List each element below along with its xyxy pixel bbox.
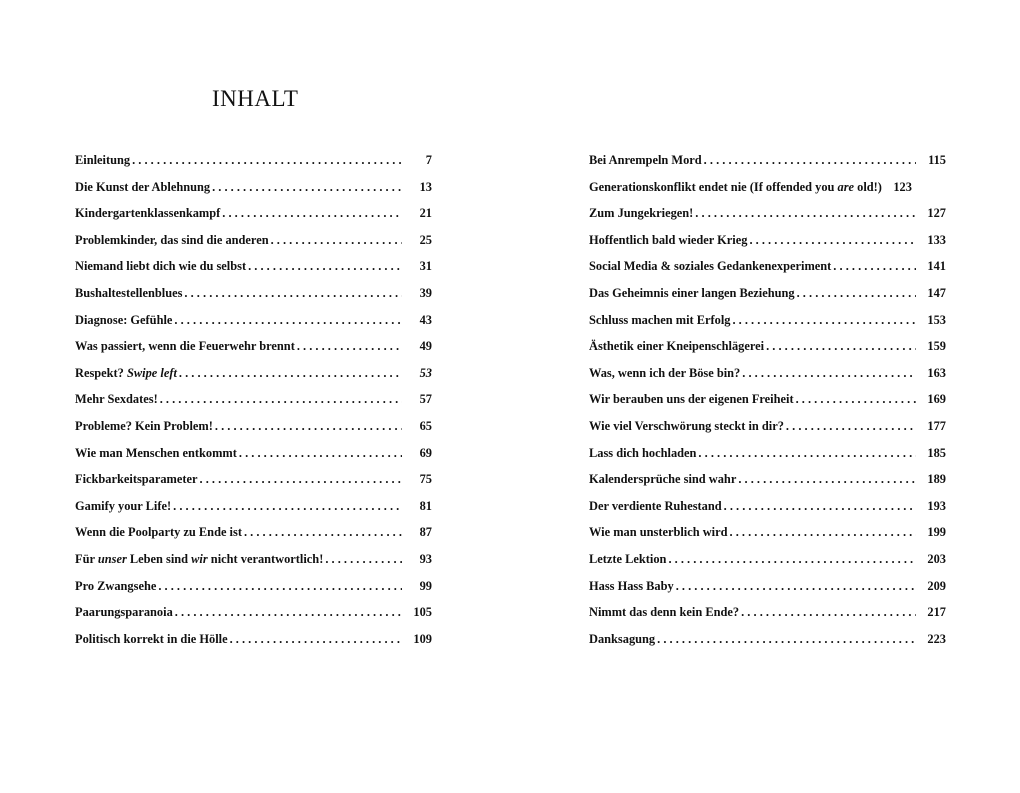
leader-dots <box>657 628 916 650</box>
toc-entry <box>589 415 946 442</box>
entry-page: 87 <box>419 525 432 540</box>
entry-title: Pro Zwangsehe <box>75 578 157 593</box>
leader-dots <box>749 229 916 251</box>
entry-page: 49 <box>419 339 432 354</box>
entry-title-part: Respekt? <box>75 365 127 380</box>
toc-entry <box>589 309 946 336</box>
entry-page: 133 <box>927 232 946 247</box>
entry-title-emphasis: are <box>837 179 855 194</box>
entry-page: 75 <box>419 472 432 487</box>
entry-title <box>75 362 177 384</box>
entry-page: 81 <box>419 498 432 513</box>
entry-title: Hoffentlich bald wieder Krieg <box>589 232 748 247</box>
toc-entry <box>75 282 432 309</box>
entry-title-part: nicht verantwortlich! <box>207 551 324 566</box>
entry-title-emphasis: Swipe left <box>126 365 177 380</box>
leader-dots <box>698 442 916 464</box>
entry-page: 189 <box>927 472 946 487</box>
leader-dots <box>248 255 402 277</box>
toc-right-column <box>589 149 946 654</box>
entry-title: Einleitung <box>75 153 131 167</box>
toc-entry <box>589 442 946 469</box>
leader-dots <box>742 362 916 384</box>
entry-page: 53 <box>419 365 432 380</box>
entry-title: Niemand liebt dich wie du selbst <box>75 259 247 274</box>
leader-dots <box>297 335 402 357</box>
toc-entry <box>589 548 946 575</box>
entry-page: 217 <box>927 605 946 620</box>
entry-page: 99 <box>419 578 432 593</box>
entry-page: 105 <box>413 605 432 620</box>
entry-title: Kalendersprüche sind wahr <box>589 472 737 487</box>
entry-page: 169 <box>927 392 946 407</box>
toc-entry <box>589 362 946 389</box>
entry-title: Wie man Menschen entkommt <box>75 445 237 460</box>
leader-dots <box>158 575 402 597</box>
toc-entry <box>75 415 432 442</box>
entry-title: Fickbarkeitsparameter <box>75 472 198 487</box>
entry-title: Kindergartenklassenkampf <box>75 206 221 221</box>
leader-dots <box>724 495 916 517</box>
leader-dots <box>766 335 916 357</box>
leader-dots <box>222 202 402 224</box>
entry-title: Bushaltestellenblues <box>75 285 183 300</box>
entry-title: Gamify your Life! <box>75 498 172 513</box>
toc-entry <box>589 388 946 415</box>
leader-dots <box>730 521 917 543</box>
entry-title: Mehr Sexdates! <box>75 392 158 407</box>
leader-dots <box>212 176 402 198</box>
entry-title: Wenn die Poolparty zu Ende ist <box>75 525 242 540</box>
toc-entry <box>75 468 432 495</box>
entry-page: 123 <box>893 179 912 194</box>
entry-title-part: Leben sind <box>126 551 192 566</box>
toc-entry <box>589 335 946 362</box>
entry-page: 203 <box>927 551 946 566</box>
leader-dots <box>833 255 916 277</box>
entry-title: Wir berauben uns der eigenen Freiheit <box>589 392 794 407</box>
entry-title: Lass dich hochladen <box>589 445 697 460</box>
toc-entry <box>589 282 946 309</box>
entry-title: Probleme? Kein Problem! <box>75 418 213 433</box>
entry-title: Problemkinder, das sind die anderen <box>75 232 269 247</box>
toc-entry <box>75 521 432 548</box>
entry-title: Ästhetik einer Kneipenschlägerei <box>589 339 765 354</box>
leader-dots <box>732 309 916 331</box>
entry-title: Was passiert, wenn die Feuerwehr brennt <box>75 339 295 354</box>
entry-title: Die Kunst der Ablehnung <box>75 179 211 194</box>
leader-dots <box>239 442 402 464</box>
toc-entry <box>75 229 432 256</box>
leader-dots <box>738 468 916 490</box>
entry-title: Schluss machen mit Erfolg <box>589 312 731 327</box>
entry-page: 43 <box>419 312 432 327</box>
toc-entry <box>75 495 432 522</box>
leader-dots <box>704 149 916 171</box>
entry-title <box>589 176 882 198</box>
leader-dots <box>797 282 916 304</box>
entry-title: Der verdiente Ruhestand <box>589 498 722 513</box>
entry-title: Letzte Lektion <box>589 551 667 566</box>
entry-page: 21 <box>419 206 432 221</box>
entry-title: Wie man unsterblich wird <box>589 525 728 540</box>
entry-title <box>75 548 323 570</box>
toc-entry <box>75 442 432 469</box>
entry-title: Social Media & soziales Gedankenexperiment <box>589 259 832 274</box>
toc-entry <box>589 628 946 655</box>
toc-entry <box>589 255 946 282</box>
entry-page: 223 <box>927 631 946 646</box>
leader-dots <box>230 628 402 650</box>
toc-entry <box>589 229 946 256</box>
leader-dots <box>132 149 402 171</box>
entry-page: 127 <box>927 206 946 221</box>
entry-page: 185 <box>927 445 946 460</box>
toc-entry <box>75 255 432 282</box>
toc-entry <box>75 575 432 602</box>
toc-entry <box>589 575 946 602</box>
entry-page: 163 <box>927 365 946 380</box>
toc-entry <box>75 202 432 229</box>
toc-entry <box>589 202 946 229</box>
toc-entry <box>75 335 432 362</box>
leader-dots <box>174 309 402 331</box>
entry-page: 69 <box>419 445 432 460</box>
entry-page: 25 <box>419 232 432 247</box>
entry-title: Hass Hass Baby <box>589 578 674 593</box>
entry-title-emphasis: wir <box>191 551 208 566</box>
leader-dots <box>179 362 402 384</box>
entry-page: 159 <box>927 339 946 354</box>
toc-entry <box>589 601 946 628</box>
entry-title: Was, wenn ich der Böse bin? <box>589 365 741 380</box>
entry-title-part: Generationskonflikt endet nie (If offended you <box>589 179 838 194</box>
entry-title: Bei Anrempeln Mord <box>589 153 702 167</box>
leader-dots <box>244 521 402 543</box>
entry-page: 115 <box>928 153 946 167</box>
entry-page: 57 <box>419 392 432 407</box>
entry-title: Nimmt das denn kein Ende? <box>589 605 740 620</box>
entry-title: Diagnose: Gefühle <box>75 312 173 327</box>
entry-title-part: old!) <box>854 179 882 194</box>
leader-dots <box>796 388 916 410</box>
leader-dots <box>786 415 916 437</box>
entry-title: Zum Jungekriegen! <box>589 206 694 221</box>
entry-page: 141 <box>927 259 946 274</box>
leader-dots <box>325 548 402 570</box>
toc-entry <box>75 149 432 176</box>
leader-dots <box>215 415 402 437</box>
toc-entry <box>75 548 432 575</box>
entry-page: 177 <box>927 418 946 433</box>
leader-dots <box>271 229 402 251</box>
toc-entry <box>75 601 432 628</box>
toc-entry <box>589 521 946 548</box>
leader-dots <box>695 202 916 224</box>
toc-entry <box>75 309 432 336</box>
toc-left-column <box>75 149 432 654</box>
leader-dots <box>668 548 916 570</box>
toc-entry <box>589 176 946 203</box>
toc-entry <box>75 628 432 655</box>
leader-dots <box>160 388 402 410</box>
leader-dots <box>200 468 403 490</box>
entry-title: Paarungsparanoia <box>75 605 173 620</box>
entry-page: 31 <box>419 259 432 274</box>
entry-title-emphasis: unser <box>97 551 127 566</box>
toc-entry <box>75 388 432 415</box>
entry-page: 93 <box>419 551 432 566</box>
toc-entry <box>75 362 432 389</box>
leader-dots <box>676 575 916 597</box>
toc-entry <box>589 149 946 176</box>
toc-entry <box>589 468 946 495</box>
page-title: INHALT <box>212 86 299 111</box>
toc-entry <box>75 176 432 203</box>
entry-page: 199 <box>927 525 946 540</box>
leader-dots <box>173 495 402 517</box>
entry-title-part: Für <box>75 551 98 566</box>
entry-title: Wie viel Verschwörung steckt in dir? <box>589 418 784 433</box>
entry-title: Politisch korrekt in die Hölle <box>75 631 228 646</box>
entry-page: 13 <box>419 179 432 194</box>
leader-dots <box>184 282 402 304</box>
entry-page: 109 <box>413 631 432 646</box>
entry-page: 153 <box>927 312 946 327</box>
entry-page: 7 <box>425 153 432 167</box>
entry-page: 193 <box>927 498 946 513</box>
entry-title: Das Geheimnis einer langen Beziehung <box>589 285 795 300</box>
entry-page: 39 <box>419 285 432 300</box>
leader-dots <box>741 601 916 623</box>
toc-entry <box>589 495 946 522</box>
entry-title: Danksagung <box>589 631 656 646</box>
leader-dots <box>175 601 402 623</box>
entry-page: 209 <box>927 578 946 593</box>
entry-page: 65 <box>419 418 432 433</box>
entry-page: 147 <box>927 285 946 300</box>
